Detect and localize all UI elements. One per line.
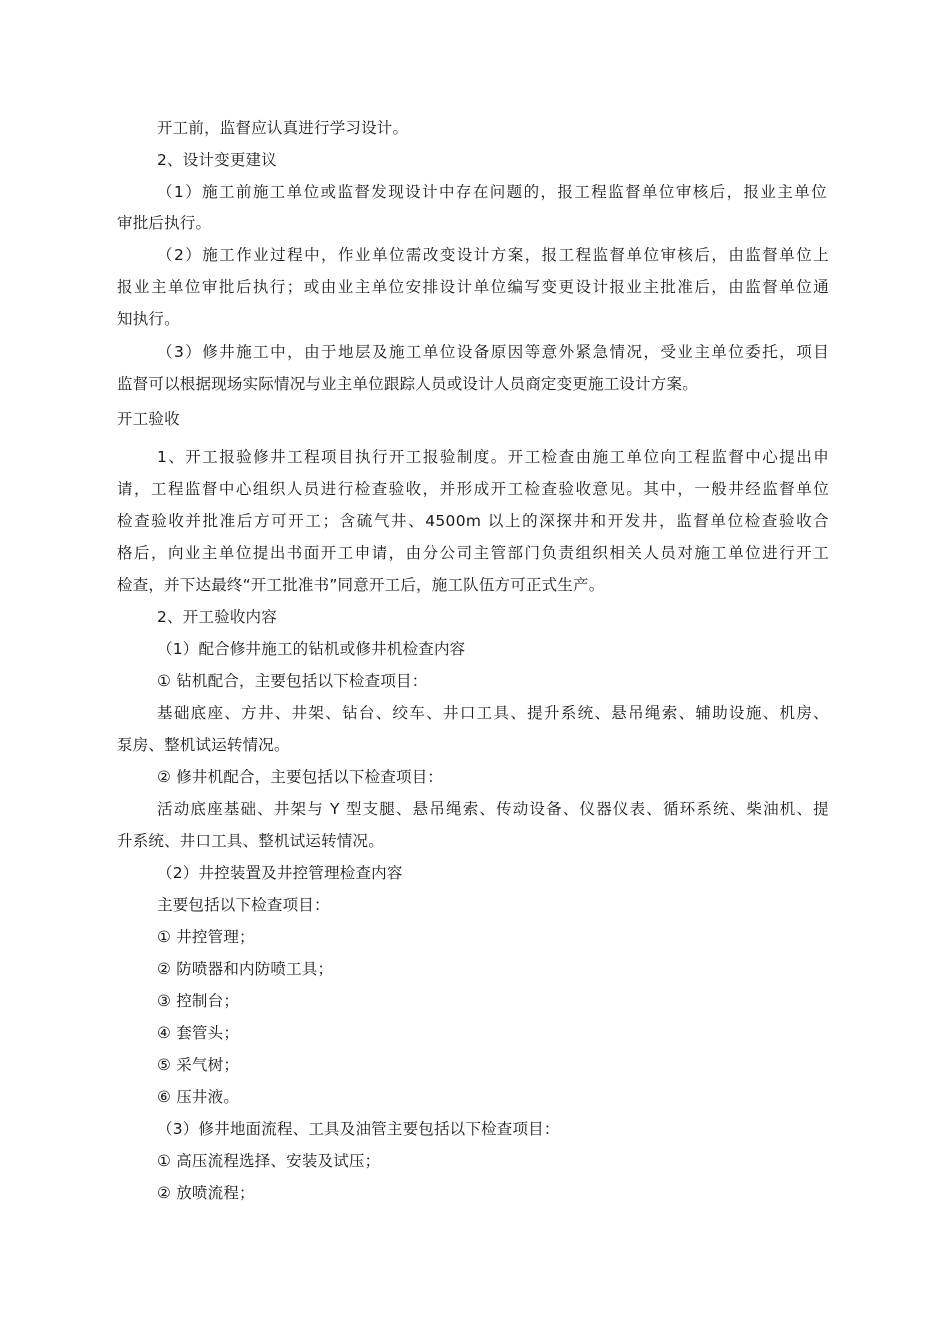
section-heading: 2、设计变更建议	[157, 151, 277, 169]
subsection-heading: （2）井控装置及井控管理检查内容	[157, 864, 403, 882]
list-item: ⑥ 压井液。	[157, 1088, 240, 1106]
paragraph-line: （2）施工作业过程中，作业单位需改变设计方案，报工程监督单位审核后，由监督单位上	[157, 246, 829, 264]
list-item: ③ 控制台；	[157, 992, 240, 1010]
list-item: ① 井控管理；	[157, 928, 255, 946]
paragraph-line: 1、开工报验修井工程项目执行开工报验制度。开工检查由施工单位向工程监督中心提出申	[157, 448, 829, 466]
list-item: ② 防喷器和内防喷工具；	[157, 960, 334, 978]
paragraph-line: 请，工程监督中心组织人员进行检查验收，并形成开工检查验收意见。其中，一般井经监督单位	[117, 480, 829, 498]
subsection-heading: （1）配合修井施工的钻机或修井机检查内容	[157, 640, 466, 658]
paragraph-line: （3）修井施工中，由于地层及施工单位设备原因等意外紧急情况，受业主单位委托，项目	[157, 343, 829, 361]
paragraph-line: 监督可以根据现场实际情况与业主单位跟踪人员或设计人员商定变更施工设计方案。	[117, 375, 698, 393]
subsection-heading: （3）修井地面流程、工具及油管主要包括以下检查项目：	[157, 1120, 560, 1138]
paragraph-line: 报业主单位审批后执行；或由业主单位安排设计单位编写变更设计报业主批准后，由监督单位通	[117, 278, 829, 296]
list-item: ① 钻机配合，主要包括以下检查项目：	[157, 672, 428, 690]
paragraph-line: 泵房、整机试运转情况。	[117, 736, 290, 754]
list-item: ⑤ 采气树；	[157, 1056, 240, 1074]
paragraph-line: 活动底座基础、井架与 Y 型支腿、悬吊绳索、传动设备、仪器仪表、循环系统、柴油机、提	[157, 800, 829, 818]
paragraph-line: 知执行。	[117, 310, 180, 328]
list-item: ① 高压流程选择、安装及试压；	[157, 1152, 381, 1170]
paragraph-line: 开工前，监督应认真进行学习设计。	[157, 119, 409, 137]
list-item: ② 放喷流程；	[157, 1184, 255, 1202]
paragraph-line: 格后，向业主单位提出书面开工申请，由分公司主管部门负责组织相关人员对施工单位进行开工	[117, 544, 829, 562]
paragraph-line: 审批后执行。	[117, 214, 212, 232]
list-item: ② 修井机配合，主要包括以下检查项目：	[157, 768, 444, 786]
paragraph-line: 基础底座、方井、井架、钻台、绞车、井口工具、提升系统、悬吊绳索、辅助设施、机房、	[157, 704, 829, 722]
paragraph-line: （1）施工前施工单位或监督发现设计中存在问题的，报工程监督单位审核后，报业主单位	[157, 183, 827, 201]
paragraph-line: 检查，并下达最终“开工批准书”同意开工后，施工队伍方可正式生产。	[117, 576, 605, 594]
paragraph-line: 升系统、井口工具、整机试运转情况。	[117, 832, 384, 850]
section-heading: 2、开工验收内容	[157, 608, 277, 626]
section-heading: 开工验收	[117, 410, 180, 428]
list-item: ④ 套管头；	[157, 1024, 240, 1042]
paragraph-line: 检查验收并批准后方可开工；含硫气井、4500m 以上的深探井和开发井，监督单位检查验收合	[117, 512, 829, 530]
paragraph-line: 主要包括以下检查项目：	[157, 896, 330, 914]
